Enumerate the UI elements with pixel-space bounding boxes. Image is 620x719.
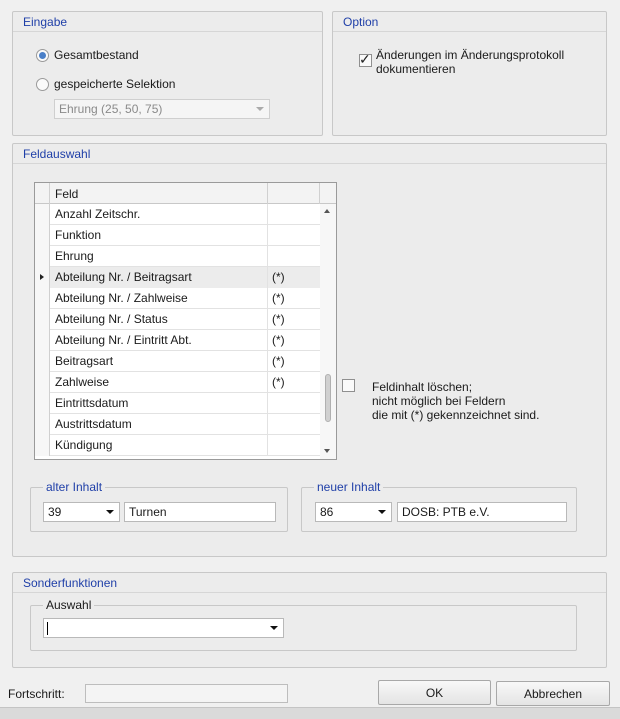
alter-inhalt-code-dropdown[interactable] xyxy=(43,502,120,522)
cell-feld[interactable]: Funktion xyxy=(50,225,268,246)
ok-button[interactable]: OK xyxy=(378,680,491,705)
cell-feld[interactable]: Kündigung xyxy=(50,435,268,456)
protokoll-checkbox[interactable] xyxy=(359,51,372,67)
chevron-down-icon xyxy=(270,626,278,630)
row-indicator[interactable] xyxy=(35,330,50,351)
table-row[interactable] xyxy=(35,330,320,351)
cell-flag[interactable]: (*) xyxy=(272,375,285,389)
cell-feld[interactable]: Abteilung Nr. / Beitragsart xyxy=(50,267,268,288)
grid-header-feld[interactable]: Feld xyxy=(50,183,268,204)
cell-feld[interactable]: Abteilung Nr. / Status xyxy=(50,309,268,330)
cell-flag[interactable] xyxy=(268,435,320,456)
table-row[interactable] xyxy=(35,204,320,225)
row-indicator[interactable] xyxy=(35,414,50,435)
cell-flag[interactable] xyxy=(268,225,320,246)
progress-bar xyxy=(85,684,288,703)
radio-gesamtbestand-label[interactable]: Gesamtbestand xyxy=(54,48,139,62)
table-row[interactable] xyxy=(35,393,320,414)
row-indicator[interactable] xyxy=(35,351,50,372)
grid-rows xyxy=(35,204,320,456)
row-indicator[interactable] xyxy=(35,288,50,309)
scroll-down-icon[interactable] xyxy=(324,449,330,453)
alter-inhalt-code-value: 39 xyxy=(48,505,62,519)
table-row[interactable] xyxy=(35,309,320,330)
eingabe-panel xyxy=(12,11,323,136)
cell-feld[interactable]: Beitragsart xyxy=(50,351,268,372)
protokoll-checkbox-label-line2[interactable]: dokumentieren xyxy=(376,62,456,76)
cell-flag[interactable] xyxy=(268,414,320,435)
cell-feld[interactable]: Zahlweise xyxy=(50,372,268,393)
feldauswahl-title: Feldauswahl xyxy=(13,144,606,164)
cell-flag[interactable]: (*) xyxy=(272,333,285,347)
field-grid[interactable] xyxy=(34,182,337,460)
row-indicator[interactable] xyxy=(35,393,50,414)
neuer-inhalt-text-field[interactable]: DOSB: PTB e.V. xyxy=(397,502,567,522)
sonderfunktionen-title: Sonderfunktionen xyxy=(13,573,606,593)
radio-gesamtbestand[interactable] xyxy=(36,49,49,62)
cell-feld[interactable]: Eintrittsdatum xyxy=(50,393,268,414)
feldinhalt-loeschen-checkbox[interactable] xyxy=(342,379,355,392)
selection-dropdown-value: Ehrung (25, 50, 75) xyxy=(59,102,163,116)
row-indicator[interactable] xyxy=(35,246,50,267)
neuer-inhalt-code-value: 86 xyxy=(320,505,334,519)
option-panel xyxy=(332,11,607,136)
table-row[interactable] xyxy=(35,267,320,288)
cell-flag[interactable] xyxy=(268,246,320,267)
row-indicator[interactable] xyxy=(35,372,50,393)
cell-flag[interactable]: (*) xyxy=(268,267,320,288)
grid-header-indicator xyxy=(35,183,50,204)
table-row[interactable] xyxy=(35,372,320,393)
grid-header xyxy=(35,183,336,204)
table-row[interactable] xyxy=(35,246,320,267)
grid-scrollbar[interactable] xyxy=(320,204,336,459)
table-row[interactable] xyxy=(35,435,320,456)
neuer-inhalt-code-dropdown[interactable] xyxy=(315,502,392,522)
auswahl-title: Auswahl xyxy=(43,598,94,612)
selection-dropdown[interactable] xyxy=(54,99,270,119)
cell-feld[interactable]: Ehrung xyxy=(50,246,268,267)
cell-feld[interactable]: Anzahl Zeitschr. xyxy=(50,204,268,225)
option-title: Option xyxy=(333,12,606,32)
cell-flag[interactable]: (*) xyxy=(272,291,285,305)
protokoll-checkbox-label-line1[interactable]: Änderungen im Änderungsprotokoll xyxy=(376,48,565,62)
eingabe-title: Eingabe xyxy=(13,12,322,32)
feldinhalt-loeschen-label-line1[interactable]: Feldinhalt löschen; xyxy=(372,380,473,394)
cell-flag[interactable]: (*) xyxy=(272,354,285,368)
neuer-inhalt-title: neuer Inhalt xyxy=(314,480,383,494)
chevron-down-icon xyxy=(256,107,264,111)
text-cursor xyxy=(47,622,48,635)
row-indicator[interactable] xyxy=(35,435,50,456)
cell-feld[interactable]: Austrittsdatum xyxy=(50,414,268,435)
cell-feld[interactable]: Abteilung Nr. / Eintritt Abt. xyxy=(50,330,268,351)
cell-feld[interactable]: Abteilung Nr. / Zahlweise xyxy=(50,288,268,309)
table-row[interactable] xyxy=(35,351,320,372)
alter-inhalt-title: alter Inhalt xyxy=(43,480,105,494)
chevron-down-icon xyxy=(378,510,386,514)
progress-label: Fortschritt: xyxy=(8,687,65,701)
auswahl-dropdown[interactable] xyxy=(43,618,284,638)
cell-flag[interactable] xyxy=(268,204,320,225)
feldinhalt-loeschen-label-line2: nicht möglich bei Feldern xyxy=(372,394,506,408)
grid-header-flag xyxy=(268,183,320,204)
scroll-up-icon[interactable] xyxy=(324,209,330,213)
check-icon: ✓ xyxy=(359,51,371,67)
row-indicator[interactable] xyxy=(35,309,50,330)
table-row[interactable] xyxy=(35,225,320,246)
radio-gespeicherte-selektion[interactable] xyxy=(36,78,49,91)
cell-flag[interactable] xyxy=(268,393,320,414)
abbrechen-button[interactable]: Abbrechen xyxy=(496,681,610,706)
chevron-down-icon xyxy=(106,510,114,514)
alter-inhalt-text-field[interactable]: Turnen xyxy=(124,502,276,522)
cell-flag[interactable]: (*) xyxy=(272,312,285,326)
table-row[interactable] xyxy=(35,414,320,435)
row-indicator[interactable] xyxy=(35,225,50,246)
feldinhalt-loeschen-label-line3: die mit (*) gekennzeichnet sind. xyxy=(372,408,540,422)
scroll-thumb[interactable] xyxy=(325,374,331,422)
table-row[interactable] xyxy=(35,288,320,309)
row-indicator[interactable] xyxy=(35,204,50,225)
bottom-strip xyxy=(0,707,620,719)
row-pointer-icon[interactable] xyxy=(35,267,50,288)
radio-gespeicherte-selektion-label[interactable]: gespeicherte Selektion xyxy=(54,77,176,91)
